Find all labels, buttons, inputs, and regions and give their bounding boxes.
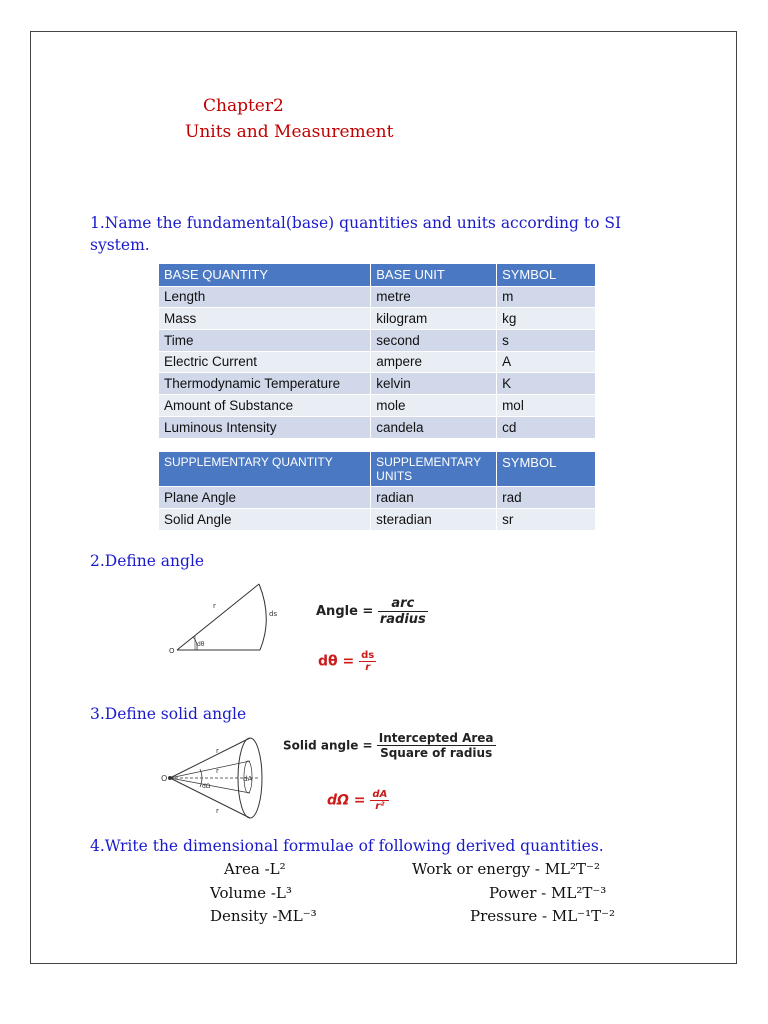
table-row — [159, 373, 596, 395]
header-cell: BASE UNIT — [371, 264, 497, 286]
question-1-line1: 1.Name the fundamental(base) quantities and units according to SI — [90, 214, 622, 232]
dtheta-fraction — [359, 650, 376, 673]
slant-radius-line — [177, 584, 259, 650]
symbol-cell: kg — [497, 308, 596, 330]
symbol-cell: K — [497, 373, 596, 395]
domega-equation — [327, 789, 389, 812]
header-cell: SUPPLEMENTARY UNITS — [371, 452, 497, 486]
table-row — [159, 351, 596, 373]
unit-cell: radian — [371, 486, 497, 508]
origin-label: O — [169, 647, 175, 655]
unit-cell: kilogram — [371, 308, 497, 330]
base-quantity-table — [159, 264, 596, 438]
table-row — [159, 329, 596, 351]
angle-eq-label: Angle = — [316, 604, 374, 619]
angle-diagram — [165, 578, 278, 660]
fraction-denominator: radius — [379, 612, 426, 627]
header-cell: BASE QUANTITY — [159, 264, 371, 286]
dtheta-equation — [318, 650, 376, 673]
radius-label: r — [216, 747, 219, 755]
domega-label: dΩ — [202, 783, 211, 790]
fraction-numerator: Intercepted Area — [378, 731, 494, 745]
area-formula: Area -L² — [224, 860, 286, 878]
quantity-cell: Luminous Intensity — [159, 416, 371, 438]
unit-cell: candela — [371, 416, 497, 438]
chapter-label: Chapter2 — [203, 96, 284, 116]
angle-equation — [316, 596, 428, 627]
quantity-cell: Electric Current — [159, 351, 371, 373]
table-header-row — [159, 264, 596, 286]
unit-cell: steradian — [371, 508, 497, 530]
origin-label: O — [161, 774, 168, 783]
origin-point — [168, 776, 172, 780]
table-row — [159, 394, 596, 416]
radius-label: r — [216, 767, 219, 775]
fraction-numerator: dA — [372, 789, 388, 800]
domega-fraction — [370, 789, 389, 812]
fraction-denominator: Square of radius — [380, 746, 493, 760]
header-cell: SYMBOL — [497, 264, 596, 286]
question-1-line2: system. — [90, 236, 150, 254]
solid-angle-fraction — [377, 731, 496, 760]
quantity-cell: Length — [159, 286, 371, 308]
quantity-cell: Solid Angle — [159, 508, 371, 530]
symbol-cell: cd — [497, 416, 596, 438]
fraction-numerator: ds — [361, 650, 375, 661]
symbol-cell: s — [497, 329, 596, 351]
fraction-denominator: r — [365, 662, 371, 673]
symbol-cell: m — [497, 286, 596, 308]
radius-label: r — [216, 807, 219, 815]
symbol-cell: A — [497, 351, 596, 373]
solid-angle-equation — [283, 731, 496, 760]
power-formula: Power - ML²T⁻³ — [489, 884, 607, 902]
supplementary-quantity-table — [159, 452, 596, 530]
quantity-cell: Thermodynamic Temperature — [159, 373, 371, 395]
ds-label: ds — [269, 610, 278, 618]
fraction-numerator: arc — [378, 596, 428, 612]
table-row — [159, 508, 596, 530]
unit-cell: ampere — [371, 351, 497, 373]
symbol-cell: sr — [497, 508, 596, 530]
solid-angle-eq-label: Solid angle = — [283, 738, 373, 753]
quantity-cell: Time — [159, 329, 371, 351]
header-cell: SUPPLEMENTARY QUANTITY — [159, 452, 371, 486]
table-row — [159, 486, 596, 508]
chapter-title: Units and Measurement — [185, 122, 394, 142]
question-4: 4.Write the dimensional formulae of following derived quantities. — [90, 837, 604, 855]
domega-eq-label: dΩ = — [327, 792, 366, 809]
density-formula: Density -ML⁻³ — [210, 907, 317, 925]
table-row — [159, 308, 596, 330]
quantity-cell: Mass — [159, 308, 371, 330]
work-energy-formula: Work or energy - ML²T⁻² — [412, 860, 600, 878]
dtheta-eq-label: dθ = — [318, 653, 355, 670]
angle-fraction — [378, 596, 428, 627]
header-cell: SYMBOL — [497, 452, 596, 486]
table-row — [159, 286, 596, 308]
symbol-cell: rad — [497, 486, 596, 508]
unit-cell: mole — [371, 394, 497, 416]
volume-formula: Volume -L³ — [210, 884, 292, 902]
pressure-formula: Pressure - ML⁻¹T⁻² — [470, 907, 616, 925]
question-3: 3.Define solid angle — [90, 705, 247, 723]
arc-line — [259, 584, 266, 650]
quantity-cell: Plane Angle — [159, 486, 371, 508]
fraction-denominator: r² — [375, 801, 385, 812]
unit-cell: metre — [371, 286, 497, 308]
question-2: 2.Define angle — [90, 552, 205, 570]
symbol-cell: mol — [497, 394, 596, 416]
table-row — [159, 416, 596, 438]
quantity-cell: Amount of Substance — [159, 394, 371, 416]
dtheta-label: dθ — [197, 641, 205, 648]
unit-cell: second — [371, 329, 497, 351]
radius-label: r — [213, 602, 216, 610]
unit-cell: kelvin — [371, 373, 497, 395]
solid-angle-cone-diagram — [160, 733, 270, 821]
table-header-row — [159, 452, 596, 486]
da-label: dA — [243, 775, 253, 783]
